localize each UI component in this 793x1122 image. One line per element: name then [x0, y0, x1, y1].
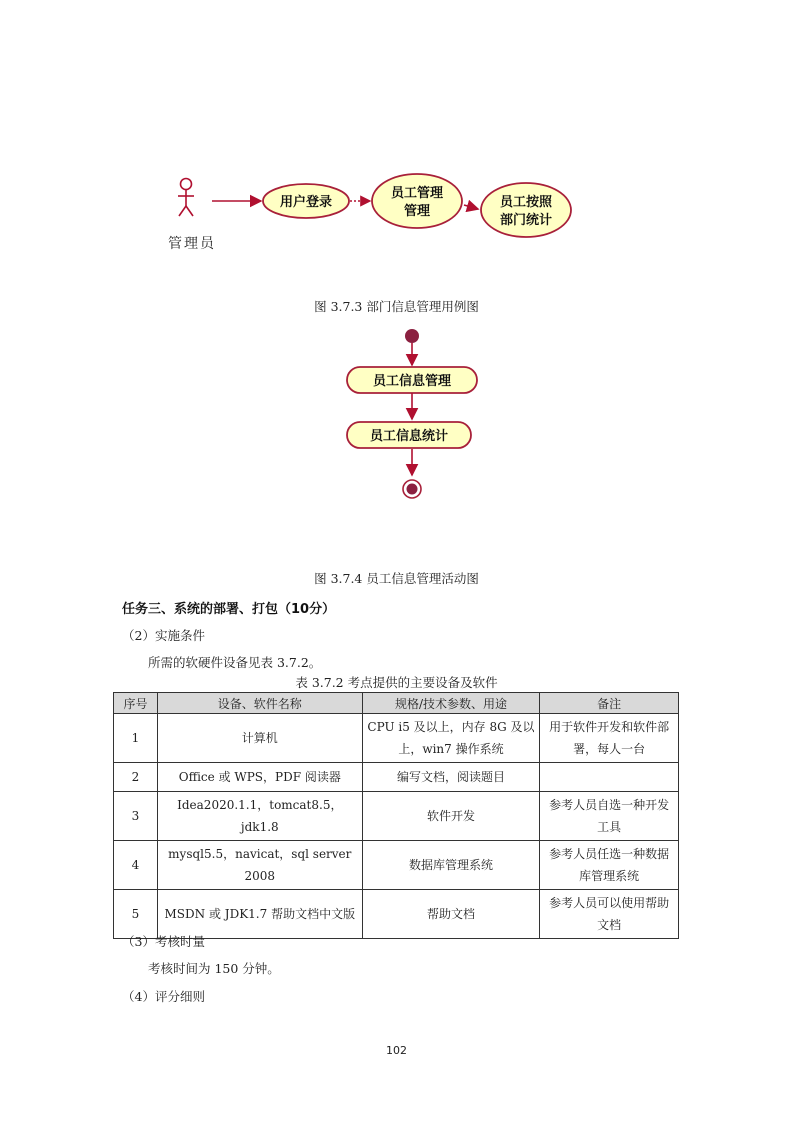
usecase-manage: [372, 174, 462, 228]
cell-spec: CPU i5 及以上，内存 8G 及以上，win7 操作系统: [362, 714, 540, 763]
cell-spec: 编写文档，阅读题目: [362, 763, 540, 792]
cell-name: Idea2020.1.1，tomcat8.5，jdk1.8: [157, 792, 362, 841]
cell-no: 5: [114, 890, 158, 939]
table-row: [114, 714, 679, 763]
usecase-login-label: 用户登录: [279, 195, 333, 210]
header-spec: 规格/技术参数、用途: [362, 693, 540, 714]
sub-heading-conditions: （2）实施条件: [122, 628, 205, 643]
cell-no: 2: [114, 763, 158, 792]
cell-note: 参考人员自选一种开发工具: [540, 792, 679, 841]
activity-node2-label: 员工信息统计: [369, 429, 449, 444]
table-row: [114, 841, 679, 890]
equipment-table: [113, 692, 679, 939]
table-header-row: [114, 693, 679, 714]
figure-caption-374: 图 3.7.4 员工信息管理活动图: [314, 571, 479, 586]
header-name: 设备、软件名称: [157, 693, 362, 714]
header-note: 备注: [540, 693, 679, 714]
cell-name: mysql5.5，navicat，sql server 2008: [157, 841, 362, 890]
table-row: [114, 792, 679, 841]
end-node: [403, 480, 421, 498]
section-heading: 任务三、系统的部署、打包（10分）: [122, 602, 336, 617]
sub-heading-scoring: （4）评分细则: [122, 989, 205, 1004]
cell-name: Office 或 WPS，PDF 阅读器: [157, 763, 362, 792]
figure-caption-373: 图 3.7.3 部门信息管理用例图: [314, 299, 479, 314]
cell-note: 参考人员任选一种数据库管理系统: [540, 841, 679, 890]
table-row: [114, 763, 679, 792]
cell-no: 4: [114, 841, 158, 890]
header-no: 序号: [114, 693, 158, 714]
cell-name: MSDN 或 JDK1.7 帮助文档中文版: [157, 890, 362, 939]
activity-node1-label: 员工信息管理: [372, 374, 452, 389]
activity-diagram: [0, 325, 793, 515]
sub-heading-duration: （3）考核时量: [122, 934, 205, 949]
cell-spec: 软件开发: [362, 792, 540, 841]
cell-spec: 帮助文档: [362, 890, 540, 939]
page-number: 102: [386, 1044, 407, 1057]
cell-no: 1: [114, 714, 158, 763]
start-node: [405, 329, 419, 343]
cell-note: 用于软件开发和软件部署，每人一台: [540, 714, 679, 763]
cell-note: 参考人员可以使用帮助文档: [540, 890, 679, 939]
cell-spec: 数据库管理系统: [362, 841, 540, 890]
usecase-stats: [481, 183, 571, 237]
table-caption: 表 3.7.2 考点提供的主要设备及软件: [295, 675, 498, 690]
cell-note: [540, 763, 679, 792]
actor-icon: [178, 179, 194, 217]
actor-label: 管理员: [168, 236, 216, 252]
usecase-diagram: [0, 160, 793, 270]
usecase-manage-line1: 员工管理: [390, 186, 444, 201]
arrow-manage-stats: [464, 205, 478, 209]
cell-name: 计算机: [157, 714, 362, 763]
usecase-manage-line2: 管理: [403, 204, 431, 219]
usecase-stats-line2: 部门统计: [499, 213, 553, 228]
duration-text: 考核时间为 150 分钟。: [148, 961, 280, 976]
conditions-text: 所需的软硬件设备见表 3.7.2。: [148, 655, 322, 670]
cell-no: 3: [114, 792, 158, 841]
usecase-stats-line1: 员工按照: [499, 195, 553, 210]
